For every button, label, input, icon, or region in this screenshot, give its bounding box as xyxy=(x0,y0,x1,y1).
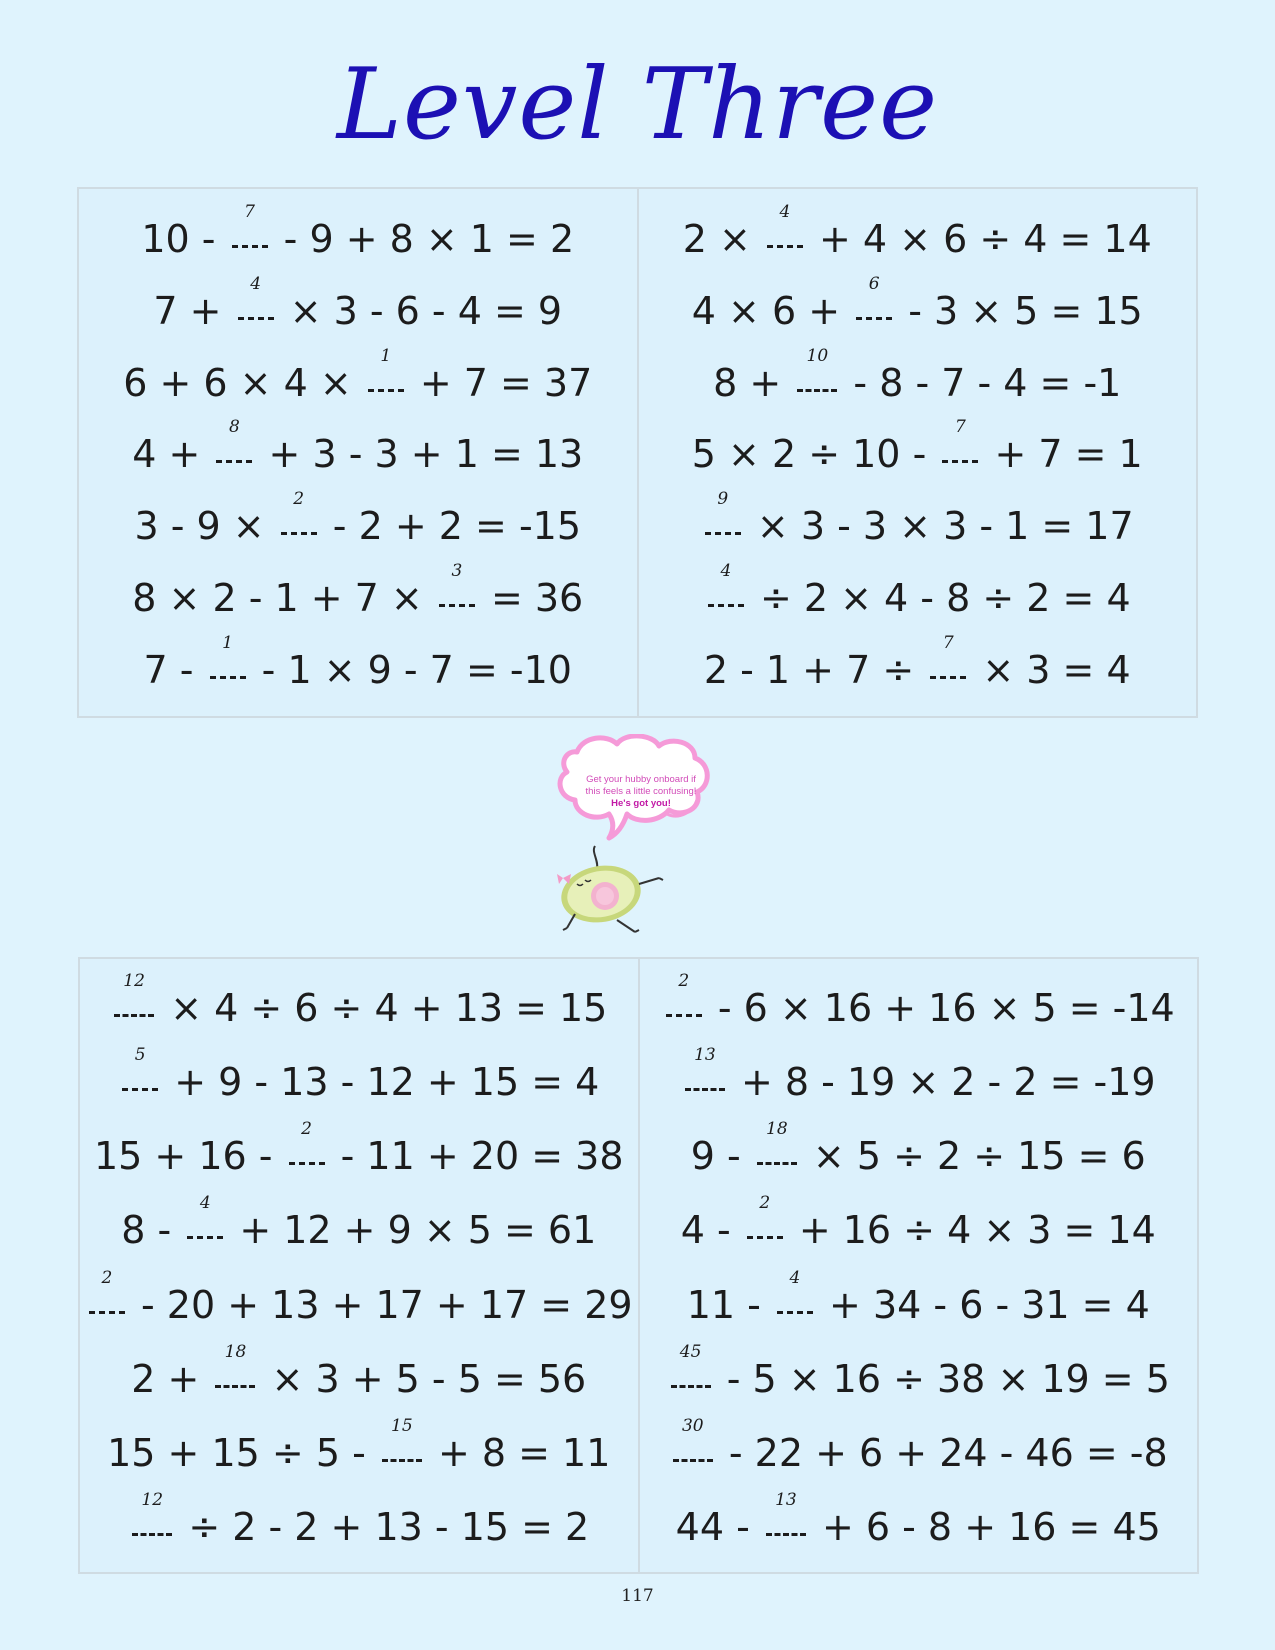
equation-suffix: × 3 + 5 - 5 = 56 xyxy=(259,1356,587,1401)
equation-prefix: 7 + xyxy=(153,288,234,333)
answer-blank[interactable] xyxy=(745,1193,785,1243)
answer-value: 13 xyxy=(694,1045,716,1066)
answer-underline xyxy=(747,1236,783,1239)
equation-row xyxy=(675,1489,1161,1552)
equation-suffix: - 8 - 7 - 4 = -1 xyxy=(841,360,1122,405)
equation-suffix: ÷ 2 - 2 + 13 - 15 = 2 xyxy=(176,1504,590,1549)
answer-value: 7 xyxy=(942,632,954,653)
equation-suffix: + 8 = 11 xyxy=(425,1430,611,1475)
answer-underline xyxy=(122,1088,158,1091)
answer-blank[interactable] xyxy=(87,1267,127,1318)
answer-value: 7 xyxy=(244,201,255,222)
answer-blank[interactable] xyxy=(765,201,805,252)
answer-underline xyxy=(708,604,744,607)
equation-suffix: + 34 - 6 - 31 = 4 xyxy=(816,1282,1150,1327)
answer-blank[interactable] xyxy=(214,417,254,467)
answer-underline xyxy=(382,1459,422,1462)
equation-prefix: 2 + xyxy=(131,1356,212,1401)
answer-underline xyxy=(232,245,268,248)
equation-row xyxy=(691,417,1143,479)
answer-underline xyxy=(281,532,317,535)
equation-row xyxy=(121,1193,597,1255)
equation-prefix: 9 - xyxy=(690,1134,753,1179)
answer-underline xyxy=(289,1162,325,1165)
answer-blank[interactable] xyxy=(185,1193,225,1243)
equation-row xyxy=(690,1119,1146,1181)
answer-underline xyxy=(685,1088,725,1091)
equation-prefix: 10 - xyxy=(141,216,228,261)
equation-row xyxy=(110,971,608,1033)
equation-row xyxy=(667,1341,1170,1404)
answer-value: 6 xyxy=(868,273,880,294)
equation-suffix: + 9 - 13 - 12 + 15 = 4 xyxy=(162,1060,600,1105)
answer-underline xyxy=(368,389,404,392)
answer-underline xyxy=(439,604,475,607)
equation-prefix: 2 - 1 + 7 ÷ xyxy=(703,647,927,692)
puzzle-panel-top xyxy=(77,187,1198,718)
equation-suffix: + 12 + 9 × 5 = 61 xyxy=(227,1208,597,1253)
answer-blank[interactable] xyxy=(437,561,477,611)
answer-underline xyxy=(238,317,274,320)
equation-row xyxy=(713,345,1122,408)
equation-row xyxy=(107,1415,611,1478)
answer-value: 30 xyxy=(681,1415,704,1436)
answer-underline xyxy=(666,1014,702,1017)
answer-value: 18 xyxy=(766,1119,788,1140)
answer-underline xyxy=(210,676,246,679)
answer-value: 4 xyxy=(789,1267,801,1288)
answer-underline xyxy=(930,676,966,679)
puzzle-column-left xyxy=(79,189,637,716)
equation-prefix: 3 - 9 × xyxy=(134,504,277,549)
answer-value: 2 xyxy=(101,1267,113,1288)
tip-line-3: He's got you! xyxy=(611,798,671,809)
answer-value: 1 xyxy=(380,345,392,366)
answer-underline xyxy=(215,1385,255,1388)
equation-suffix: × 3 - 3 × 3 - 1 = 17 xyxy=(744,504,1134,549)
answer-underline xyxy=(673,1459,713,1462)
answer-value: 5 xyxy=(134,1045,146,1066)
equation-row xyxy=(118,1045,600,1107)
answer-blank[interactable] xyxy=(366,345,406,396)
answer-blank[interactable] xyxy=(287,1119,327,1169)
answer-blank[interactable] xyxy=(380,1415,424,1466)
equation-suffix: = 36 xyxy=(478,576,584,621)
equation-suffix: × 3 = 4 xyxy=(970,647,1131,692)
equation-suffix: - 22 + 6 + 24 - 46 = -8 xyxy=(716,1430,1168,1475)
answer-underline xyxy=(216,460,252,463)
answer-value: 7 xyxy=(954,417,966,438)
equation-suffix: × 4 ÷ 6 ÷ 4 + 13 = 15 xyxy=(158,986,608,1031)
answer-blank[interactable] xyxy=(703,489,743,539)
equation-row xyxy=(680,1193,1156,1255)
equation-prefix: 7 - xyxy=(143,647,206,692)
answer-underline xyxy=(797,389,837,392)
answer-underline xyxy=(757,1162,797,1165)
answer-underline xyxy=(671,1385,711,1388)
equation-suffix: + 7 = 37 xyxy=(407,360,593,405)
answer-underline xyxy=(132,1533,172,1536)
equation-row xyxy=(143,632,572,695)
equation-suffix: + 16 ÷ 4 × 3 = 14 xyxy=(786,1208,1156,1253)
equation-row xyxy=(131,1341,587,1404)
answer-underline xyxy=(766,1533,806,1536)
equation-row xyxy=(701,489,1134,551)
equation-row xyxy=(132,561,584,623)
equation-suffix: - 1 × 9 - 7 = -10 xyxy=(249,647,572,692)
equation-row xyxy=(682,201,1152,264)
answer-underline xyxy=(856,317,892,320)
answer-value: 2 xyxy=(293,489,305,510)
equation-prefix: 2 × xyxy=(682,216,763,261)
equation-prefix: 11 - xyxy=(686,1282,773,1327)
answer-blank[interactable] xyxy=(940,417,980,467)
equation-row xyxy=(704,561,1131,623)
answer-blank[interactable] xyxy=(755,1119,799,1169)
equation-prefix: 8 + xyxy=(713,360,794,405)
answer-value: 3 xyxy=(451,561,463,582)
equation-row xyxy=(132,417,584,479)
puzzle-panel-bottom xyxy=(78,957,1199,1574)
equation-suffix: × 3 - 6 - 4 = 9 xyxy=(277,288,563,333)
answer-underline xyxy=(705,532,741,535)
tip-text xyxy=(566,774,716,810)
equation-row xyxy=(686,1267,1150,1330)
equation-row xyxy=(681,1045,1156,1107)
answer-blank[interactable] xyxy=(854,273,894,324)
answer-blank[interactable] xyxy=(208,632,248,683)
answer-underline xyxy=(767,245,803,248)
answer-blank[interactable] xyxy=(230,201,270,252)
answer-blank[interactable] xyxy=(236,273,276,324)
equation-row xyxy=(93,1119,624,1181)
answer-blank[interactable] xyxy=(130,1489,174,1540)
answer-underline xyxy=(942,460,978,463)
answer-value: 45 xyxy=(679,1341,702,1362)
equation-suffix: - 11 + 20 = 38 xyxy=(328,1134,624,1179)
equation-suffix: + 8 - 19 × 2 - 2 = -19 xyxy=(728,1060,1156,1105)
tip-line-2: this feels a little confusing! xyxy=(585,786,697,797)
equation-suffix: + 3 - 3 + 1 = 13 xyxy=(256,432,584,477)
answer-underline xyxy=(187,1236,223,1239)
answer-blank[interactable] xyxy=(279,489,319,539)
equation-row xyxy=(153,273,563,336)
answer-underline xyxy=(89,1311,125,1314)
equation-prefix: 4 - xyxy=(680,1208,743,1253)
equation-suffix: - 2 + 2 = -15 xyxy=(320,504,582,549)
equation-row xyxy=(703,632,1131,695)
answer-blank[interactable] xyxy=(928,632,968,683)
equation-prefix: 15 + 15 ÷ 5 - xyxy=(107,1430,378,1475)
answer-value: 2 xyxy=(678,971,690,992)
equation-row xyxy=(141,201,575,264)
equation-prefix: 8 - xyxy=(121,1208,184,1253)
answer-blank[interactable] xyxy=(683,1045,727,1095)
answer-value: 12 xyxy=(123,971,145,992)
answer-value: 9 xyxy=(717,489,729,510)
answer-blank[interactable] xyxy=(112,971,156,1021)
equation-row xyxy=(662,971,1175,1033)
equation-row xyxy=(669,1415,1168,1478)
answer-value: 4 xyxy=(250,273,262,294)
equation-suffix: - 20 + 13 + 17 + 17 = 29 xyxy=(128,1282,633,1327)
equation-suffix: + 4 × 6 ÷ 4 = 14 xyxy=(806,216,1152,261)
equation-prefix: 4 × 6 + xyxy=(691,288,853,333)
equation-suffix: × 5 ÷ 2 ÷ 15 = 6 xyxy=(800,1134,1146,1179)
puzzle-column-left xyxy=(80,959,638,1572)
equation-prefix: 8 × 2 - 1 + 7 × xyxy=(132,576,435,621)
answer-blank[interactable] xyxy=(706,561,746,611)
equation-suffix: ÷ 2 × 4 - 8 ÷ 2 = 4 xyxy=(747,576,1131,621)
equation-row xyxy=(691,273,1143,336)
equation-suffix: + 7 = 1 xyxy=(982,432,1143,477)
equation-prefix: 44 - xyxy=(675,1504,762,1549)
equation-suffix: - 5 × 16 ÷ 38 × 19 = 5 xyxy=(714,1356,1170,1401)
equation-suffix: - 3 × 5 = 15 xyxy=(896,288,1143,333)
equation-prefix: 15 + 16 - xyxy=(93,1134,285,1179)
page-title: Level Three xyxy=(336,48,939,162)
answer-underline xyxy=(114,1014,154,1017)
equation-suffix: + 6 - 8 + 16 = 45 xyxy=(809,1504,1161,1549)
equation-row xyxy=(123,345,593,408)
answer-value: 8 xyxy=(229,417,240,438)
equation-prefix: 5 × 2 ÷ 10 - xyxy=(691,432,939,477)
tip-line-1: Get your hubby onboard if xyxy=(586,774,696,785)
equation-prefix: 4 + xyxy=(132,432,213,477)
equation-suffix: - 6 × 16 + 16 × 5 = -14 xyxy=(705,986,1175,1031)
answer-blank[interactable] xyxy=(795,345,839,396)
answer-blank[interactable] xyxy=(764,1489,808,1540)
answer-blank[interactable] xyxy=(671,1415,715,1466)
answer-value: 2 xyxy=(301,1119,312,1140)
answer-value: 4 xyxy=(199,1193,211,1214)
answer-value: 2 xyxy=(759,1193,771,1214)
answer-blank[interactable] xyxy=(775,1267,815,1318)
avocado-mascot-icon xyxy=(555,734,725,942)
equation-row xyxy=(85,1267,633,1330)
answer-blank[interactable] xyxy=(120,1045,160,1095)
equation-suffix: - 9 + 8 × 1 = 2 xyxy=(271,216,575,261)
answer-underline xyxy=(777,1311,813,1314)
answer-value: 12 xyxy=(141,1489,164,1510)
answer-value: 13 xyxy=(775,1489,797,1510)
answer-blank[interactable] xyxy=(213,1341,257,1392)
answer-blank[interactable] xyxy=(669,1341,713,1392)
answer-blank[interactable] xyxy=(664,971,704,1021)
equation-row xyxy=(134,489,582,551)
page-number: 117 xyxy=(621,1586,654,1606)
puzzle-column-right xyxy=(637,189,1197,716)
puzzle-column-right xyxy=(638,959,1198,1572)
answer-value: 1 xyxy=(222,632,233,653)
answer-value: 4 xyxy=(779,201,791,222)
answer-value: 10 xyxy=(806,345,829,366)
equation-row xyxy=(128,1489,590,1552)
answer-value: 18 xyxy=(224,1341,247,1362)
answer-value: 4 xyxy=(720,561,732,582)
answer-value: 15 xyxy=(391,1415,413,1436)
equation-prefix: 6 + 6 × 4 × xyxy=(123,360,364,405)
